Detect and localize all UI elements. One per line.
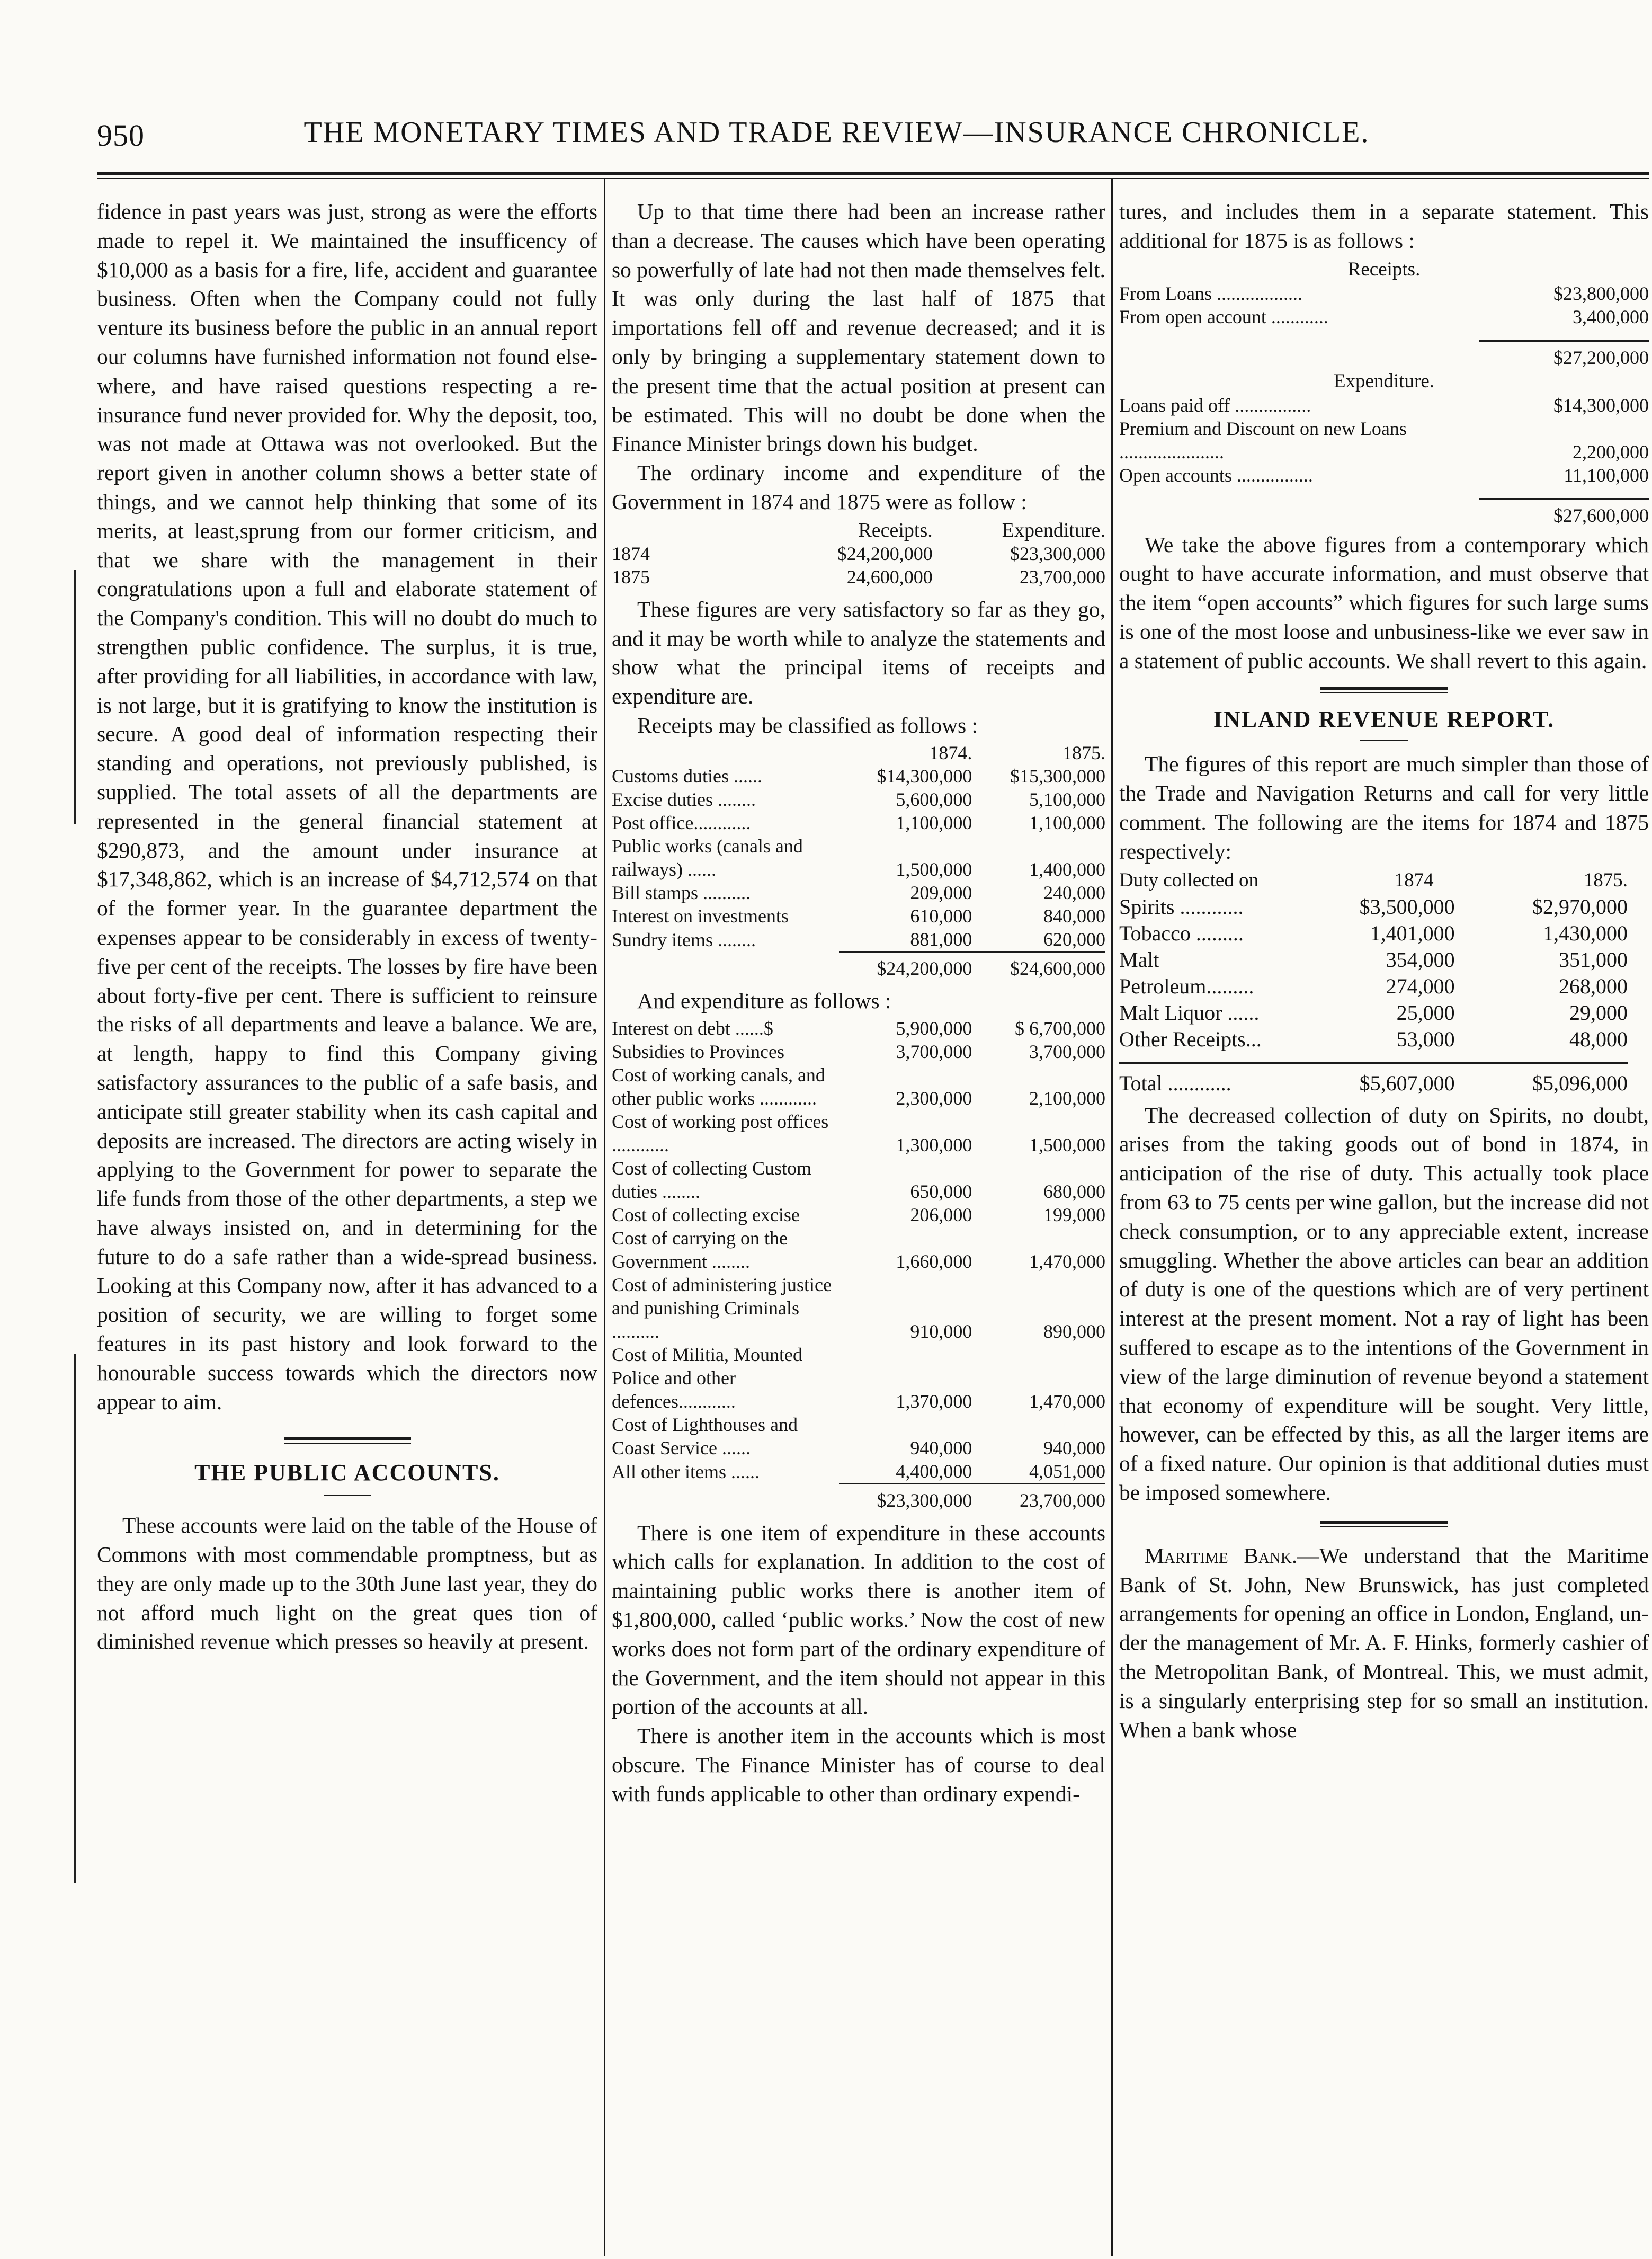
table-row: Malt 354,000 351,000 (1119, 947, 1628, 972)
table-total-row: $27,200,000 (1119, 341, 1649, 370)
column-divider-2 (1111, 179, 1113, 2256)
table-row: 1874 $24,200,000 $23,300,000 (612, 542, 1105, 564)
section-heading: THE PUBLIC ACCOUNTS. (194, 1460, 500, 1486)
section-ornament (284, 1437, 411, 1440)
col-header-receipts: Receipts. (858, 519, 933, 541)
col-header-1875: 1875. (1062, 742, 1105, 763)
receipts-subheading: Receipts. (1347, 258, 1421, 280)
column-divider-1 (604, 179, 605, 2256)
article-paragraph: fidence in past years was just, strong as were the efforts made to repel it. We maintained the insufficency of $10,000 as a basis for a fire, life, accident and guarantee business. Often when the Company could not fully venture its business before the public in an annual report our columns have furnished information not found elsewhere, and have raised questions respecting a re-insurance fund never provided for. Why the deposit, too, was not made at Ottawa was not overlooked. But the report given in another column shows a better state of things, and we cannot help thinking that some of its merits, at least,sprung from our former criticism, and that we share with the management in their congratulations upon a full and elaborate statement of the Company's condition. This will no doubt do much to strengthen public confidence. The surplus, it is true, after providing for all liabilities, in accordance with law, is not large, but it is gratifying to know the institution is secure. A good deal of information respecting their standing and operations, not previously published, is supplied. The total assets of all the departments are represented in the general financial statement at $290,873, and the amount under insurance at $17,348,862, which is an increase of $4,712,574 on that of the former year. In the guarantee department the expenses appear to be considerably in excess of twenty-five per cent of the receipts. The losses by fire have been about forty-five per cent. There is sufficient to reinsure the risks of all departments and leave a balance. We are, at length, happy to find this Company giving satisfactory assurances to the public of a safe basis, and anticipate still greater stability when its cash capital and deposits are increased. The directors are acting wisely in applying to the Government for power to separate the life funds from those of the other departments, a step we have always insisted on, and in determining for the future to do a safe rather than a wide-spread business. Looking at this Company now, after it has advanced to a position of security, we are willing to forget some features in its past history and look forward to the honourable success towards which the directors now appear to aim. (97, 199, 597, 1414)
article-paragraph: There is one item of expenditure in these accounts which calls for explanation. In addition to the cost of maintaining public works there is another item of $1,800,000, called ‘public works.’ Now the cost of new works does not form part of the ordinary expenditure of the Government, and the item should not appear in this portion of the accounts at all. (612, 1520, 1105, 1719)
table-row: Cost of working canals, and other public works ............ 2,300,000 2,100,000 (612, 1064, 1105, 1109)
page-number: 950 (97, 118, 145, 153)
expenditure-table (612, 1017, 1105, 1512)
table-row: Customs duties ...... $14,300,000 $15,300,000 (612, 765, 1105, 787)
additional-receipts-table (1119, 282, 1649, 370)
table-row: From open account ............ 3,400,000 (1119, 306, 1649, 327)
article-paragraph: The decreased collection of duty on Spirits, no doubt, arises from the taking goods out of bond in 1874, in anticipation of the rise of duty. This actually took place from 63 to 75 cents per wine gallon, but the increase did not check consumption, or to any appreciable extent, increase smuggling. Whether the above articles can bear an addition of duty is one of the questions which are of very pertinent interest at the present moment. Not a ray of light has been suffered to escape as to the intentions of the Government in view of the large diminution of revenue beyond a statement that economy of expenditure will be sought. Very little, however, can be effected by this, as all the larger items are of a fixed nature. Our opinion is that additional duties must be imposed somewhere. (1119, 1102, 1649, 1505)
article-paragraph: tures, and includes them in a separate statement. This additional for 1875 is as follows : (1119, 199, 1649, 253)
article-paragraph: The ordinary income and expenditure of the Government in 1874 and 1875 were as follow : (612, 460, 1105, 514)
table-row: Interest on debt ......$ 5,900,000 $ 6,700,000 (612, 1017, 1105, 1039)
article-paragraph: Maritime Bank.—We understand that the Maritime Bank of St. John, New Brunswick, has just completed arrangements for opening an office in London, England, under the management of Mr. A. F. Hinks, formerly cashier of the Metropolitan Bank, of Montreal. This, we must admit, is a singularly enterprising step for so small an institution. When a bank whose (1119, 1543, 1649, 1742)
section-heading: INLAND REVENUE REPORT. (1213, 706, 1555, 732)
table-row: Open accounts ................ 11,100,000 (1119, 465, 1649, 486)
table-row: Cost of Militia, Mounted Police and other defences............ 1,370,000 1,470,000 (612, 1344, 1105, 1412)
article-paragraph: And expenditure as follows : (637, 988, 891, 1013)
column-2 (612, 197, 1105, 1809)
col-header-1874: 1874 (1394, 869, 1434, 891)
additional-expenditure-table (1119, 394, 1649, 527)
table-row: Cost of administering justice and punishing Criminals .......... 910,000 890,000 (612, 1274, 1105, 1342)
article-paragraph: The figures of this report are much simpler than those of the Trade and Navigation Returns and call for very little comment. The following are the items for 1874 and 1875 respectively: (1119, 752, 1649, 864)
table-row: Other Receipts... 53,000 48,000 (1119, 1027, 1628, 1051)
table-row: Cost of collecting Custom duties ........ 650,000 680,000 (612, 1157, 1105, 1202)
table-total-row: $27,600,000 (1119, 499, 1649, 527)
table-row: Cost of carrying on the Government ........ 1,660,000 1,470,000 (612, 1227, 1105, 1272)
table-total-row: Total ............ $5,607,000 $5,096,000 (1119, 1071, 1628, 1095)
col-header-1874: 1874. (929, 742, 972, 763)
column-3 (1119, 197, 1649, 1744)
col-header-1875: 1875. (1583, 869, 1628, 891)
table-row: From Loans .................. $23,800,000 (1119, 282, 1649, 304)
col-header-duty: Duty collected on (1119, 869, 1259, 891)
header-rule-thin (97, 178, 1649, 179)
table-row: Premium and Discount on new Loans ...................... 2,200,000 (1119, 418, 1649, 463)
table-row: Interest on investments 610,000 840,000 (612, 905, 1105, 927)
table-row: Subsidies to Provinces 3,700,000 3,700,000 (612, 1040, 1105, 1062)
section-ornament (1320, 687, 1448, 690)
table-row: Cost of Lighthouses and Coast Service ...... 940,000 940,000 (612, 1413, 1105, 1458)
column-1 (97, 197, 597, 1656)
table-row: Tobacco ......... 1,401,000 1,430,000 (1119, 921, 1628, 945)
margin-mark (74, 570, 76, 824)
table-row: Loans paid off ................ $14,300,000 (1119, 395, 1649, 416)
item-lead: Maritime Bank. (1145, 1543, 1298, 1568)
article-paragraph: These figures are very satisfactory so far as they go, and it may be worth while to analyze the statements and show what the principal items of receipts and expenditure are. (612, 597, 1105, 709)
header-rule-thick (97, 172, 1649, 175)
margin-mark (74, 1354, 76, 1883)
table-row: Cost of working post offices ............ 1,300,000 1,500,000 (612, 1110, 1105, 1155)
table-total-row: $24,200,000 $24,600,000 (612, 951, 1105, 980)
article-paragraph: Receipts may be classified as follows : (637, 713, 978, 737)
section-ornament (1320, 1521, 1448, 1524)
table-row: Petroleum......... 274,000 268,000 (1119, 974, 1628, 998)
table-row: Cost of collecting excise 206,000 199,000 (612, 1204, 1105, 1225)
article-paragraph: Up to that time there had been an increase rather than a decrease. The causes which have been operating so powerfully of late had not then made themselves felt. It was only during the last half of 1875 that importations fell off and revenue decreased; and it is only by bringing a supplementary statement down to the present time that the actual position at present can be estimated. This will no doubt be done when the Finance Minister brings down his budget. (612, 199, 1105, 456)
table-row: Public works (canals and railways) ...... 1,500,000 1,400,000 (612, 835, 1105, 880)
masthead-title: THE MONETARY TIMES AND TRADE REVIEW—INSURANCE CHRONICLE. (303, 116, 1370, 149)
duty-table (1119, 867, 1628, 1097)
table-row: Malt Liquor ...... 25,000 29,000 (1119, 1000, 1628, 1025)
col-header-expenditure: Expenditure. (1002, 519, 1105, 541)
table-row: Excise duties ........ 5,600,000 5,100,000 (612, 788, 1105, 810)
table-row: Post office............ 1,100,000 1,100,000 (612, 812, 1105, 833)
expenditure-subheading: Expenditure. (1333, 370, 1435, 393)
table-row: Bill stamps .......... 209,000 240,000 (612, 882, 1105, 903)
table-row: Spirits ............ $3,500,000 $2,970,000 (1119, 894, 1628, 919)
article-paragraph: These accounts were laid on the table of the House of Commons with most commendable promptness, but as they are only made up to the 30th June last year, they do not afford much light on the great ques tion of diminished revenue which presses so heavily at present. (97, 1513, 597, 1654)
summary-table (612, 519, 1105, 589)
table-total-row: $23,300,000 23,700,000 (612, 1483, 1105, 1512)
article-paragraph: We take the above figures from a contemporary which ought to have accurate information, and must observe that the item “open accounts” which figures for such large sums is one of the most loose and unbusiness-like we ever saw in a statement of public accounts. We shall revert to this again. (1119, 532, 1649, 673)
table-row: 1875 24,600,000 23,700,000 (612, 566, 1105, 588)
table-row: Sundry items ........ 881,000 620,000 (612, 928, 1105, 951)
article-paragraph: There is another item in the accounts which is most obscure. The Finance Minister has of course to deal with funds applicable to other than ordinary expendi- (612, 1723, 1105, 1806)
receipts-table (612, 741, 1105, 980)
table-row: All other items ...... 4,400,000 4,051,000 (612, 1460, 1105, 1483)
